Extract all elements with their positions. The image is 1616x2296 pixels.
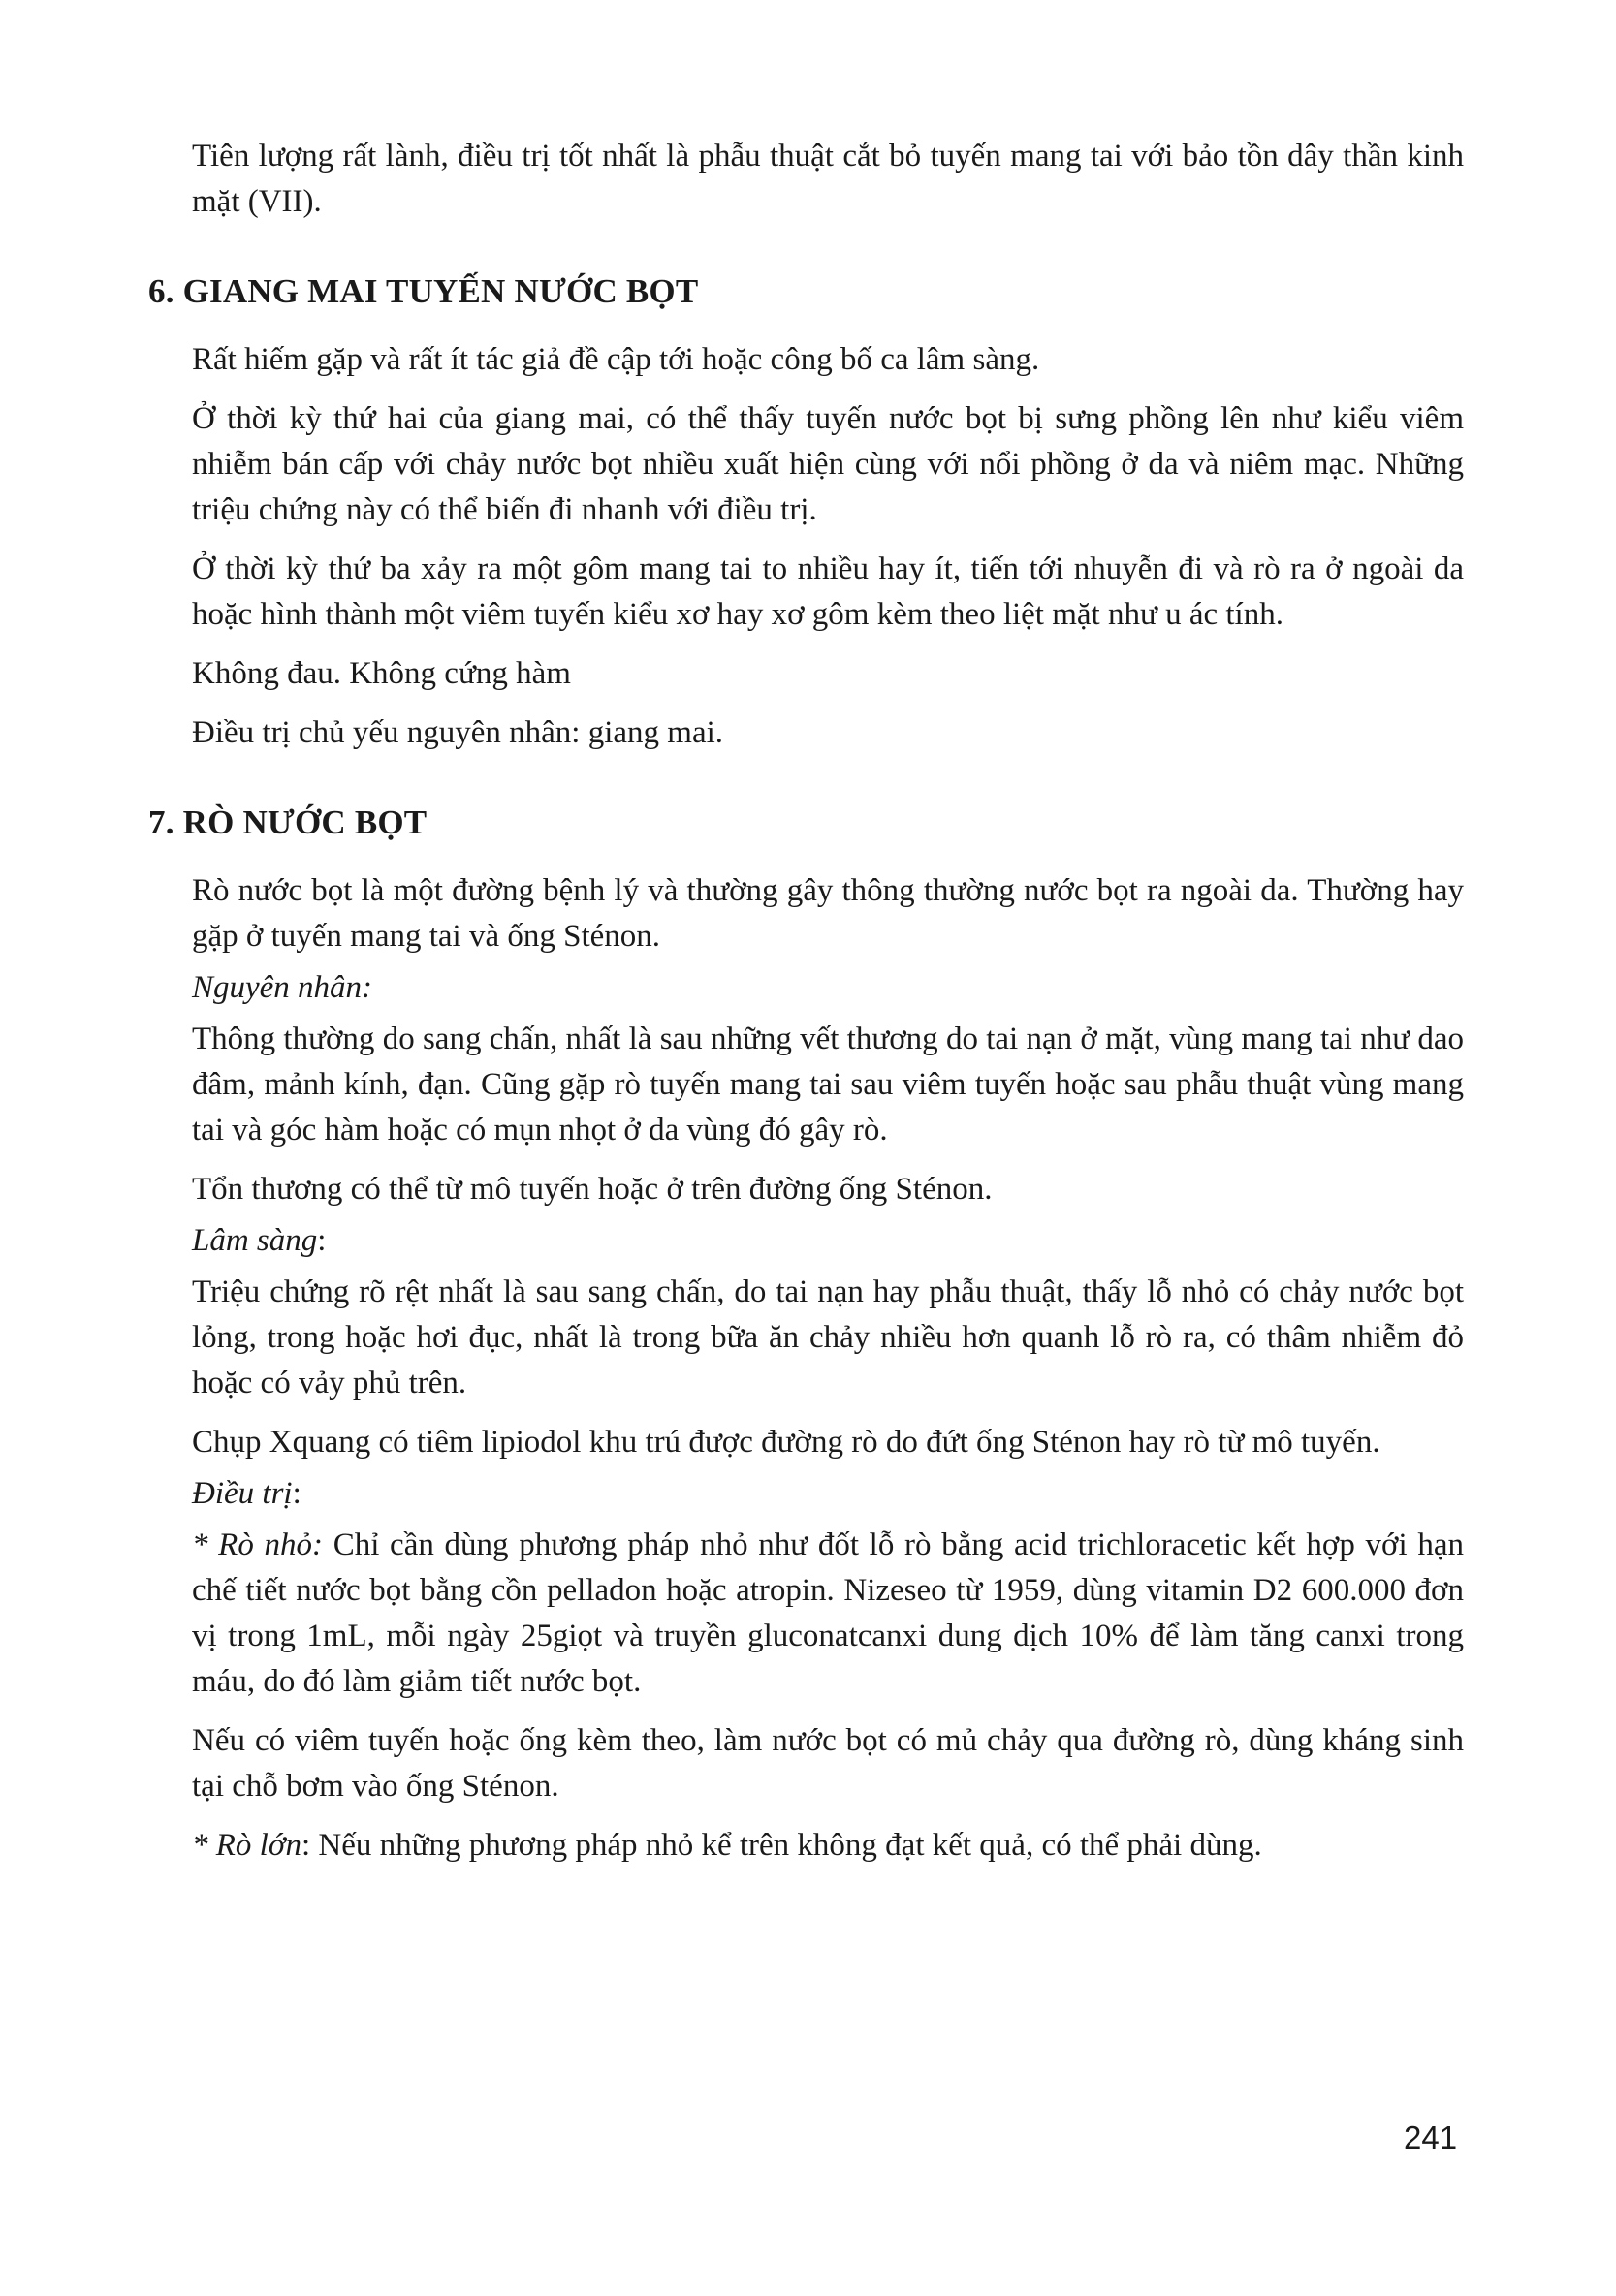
treatment-paragraph-2: Nếu có viêm tuyến hoặc ống kèm theo, làm nước bọt có mủ chảy qua đường rò, dùng kháng sinh tại chỗ bơm vào ống Sténon. bbox=[192, 1723, 1464, 1804]
clinical-paragraph-1: Triệu chứng rõ rệt nhất là sau sang chấn, do tai nạn hay phẫu thuật, thấy lỗ nhỏ có chảy nước bọt lỏng, trong hoặc hơi đục, nhất là trong bữa ăn chảy nhiều hơn quanh lỗ rò ra, có thâm nhiễm đỏ hoặc có vảy phủ trên. bbox=[192, 1274, 1464, 1400]
clinical-label-line bbox=[192, 1218, 1464, 1264]
small-fistula-text: Chỉ cần dùng phương pháp nhỏ như đốt lỗ rò bằng acid trichloracetic kết hợp với hạn chế tiết nước bọt bằng cồn pelladon hoặc atropin. Nizeseo từ 1959, dùng vitamin D2 600.000 đơn vị trong 1mL, mỗi ngày 25giọt và truyền gluconatcanxi dung dịch 10% để làm tăng canxi trong máu, do đó làm giảm tiết nước bọt. bbox=[192, 1527, 1464, 1699]
page-number: 241 bbox=[1404, 2120, 1458, 2155]
large-fistula-text: : Nếu những phương pháp nhỏ kể trên không đạt kết quả, có thể phải dùng. bbox=[301, 1828, 1262, 1863]
section-6-heading: 6. GIANG MAI TUYẾN NƯỚC BỌT bbox=[148, 272, 699, 310]
section-6-paragraph-2: Ở thời kỳ thứ hai của giang mai, có thể thấy tuyến nước bọt bị sưng phồng lên như kiểu viêm nhiễm bán cấp với chảy nước bọt nhiều xuất hiện cùng với nổi phồng ở da và niêm mạc. Những triệu chứng này có thể biến đi nhanh với điều trị. bbox=[192, 401, 1464, 527]
section-6-paragraph-1: Rất hiếm gặp và rất ít tác giả đề cập tới hoặc công bố ca lâm sàng. bbox=[192, 342, 1040, 377]
clinical-label: Lâm sàng bbox=[192, 1223, 318, 1258]
treatment-large-fistula bbox=[192, 1823, 1464, 1869]
clinical-paragraph-2: Chụp Xquang có tiêm lipiodol khu trú được đường rò do đứt ống Sténon hay rò từ mô tuyến. bbox=[192, 1425, 1380, 1460]
section-7-heading: 7. RÒ NƯỚC BỌT bbox=[148, 803, 428, 841]
treatment-label-line bbox=[192, 1471, 1464, 1517]
section-6-paragraph-4: Không đau. Không cứng hàm bbox=[192, 656, 571, 691]
treatment-colon: : bbox=[292, 1476, 301, 1511]
section-7-paragraph-1: Rò nước bọt là một đường bệnh lý và thường gây thông thường nước bọt ra ngoài da. Thường hay gặp ở tuyến mang tai và ống Sténon. bbox=[192, 873, 1464, 954]
cause-paragraph-2: Tổn thương có thể từ mô tuyến hoặc ở trên đường ống Sténon. bbox=[192, 1172, 993, 1207]
treatment-small-fistula bbox=[192, 1523, 1464, 1705]
treatment-label: Điều trị bbox=[192, 1476, 293, 1511]
clinical-colon: : bbox=[317, 1223, 327, 1258]
section-6-paragraph-3: Ở thời kỳ thứ ba xảy ra một gôm mang tai to nhiều hay ít, tiến tới nhuyễn đi và rò ra ở ngoài da hoặc hình thành một viêm tuyến kiểu xơ hay xơ gôm kèm theo liệt mặt như u ác tính. bbox=[192, 551, 1464, 632]
large-fistula-label: * Rò lớn bbox=[192, 1828, 301, 1863]
cause-paragraph-1: Thông thường do sang chấn, nhất là sau những vết thương do tai nạn ở mặt, vùng mang tai như dao đâm, mảnh kính, đạn. Cũng gặp rò tuyến mang tai sau viêm tuyến hoặc sau phẫu thuật vùng mang tai và góc hàm hoặc có mụn nhọt ở da vùng đó gây rò. bbox=[192, 1022, 1464, 1148]
cause-label: Nguyên nhân: bbox=[192, 970, 373, 1005]
small-fistula-label: * Rò nhỏ: bbox=[192, 1527, 324, 1562]
intro-paragraph: Tiên lượng rất lành, điều trị tốt nhất là phẫu thuật cắt bỏ tuyến mang tai với bảo tồn dây thần kinh mặt (VII). bbox=[192, 139, 1464, 219]
page-content bbox=[148, 134, 1464, 1882]
section-6-paragraph-5: Điều trị chủ yếu nguyên nhân: giang mai. bbox=[192, 715, 724, 750]
